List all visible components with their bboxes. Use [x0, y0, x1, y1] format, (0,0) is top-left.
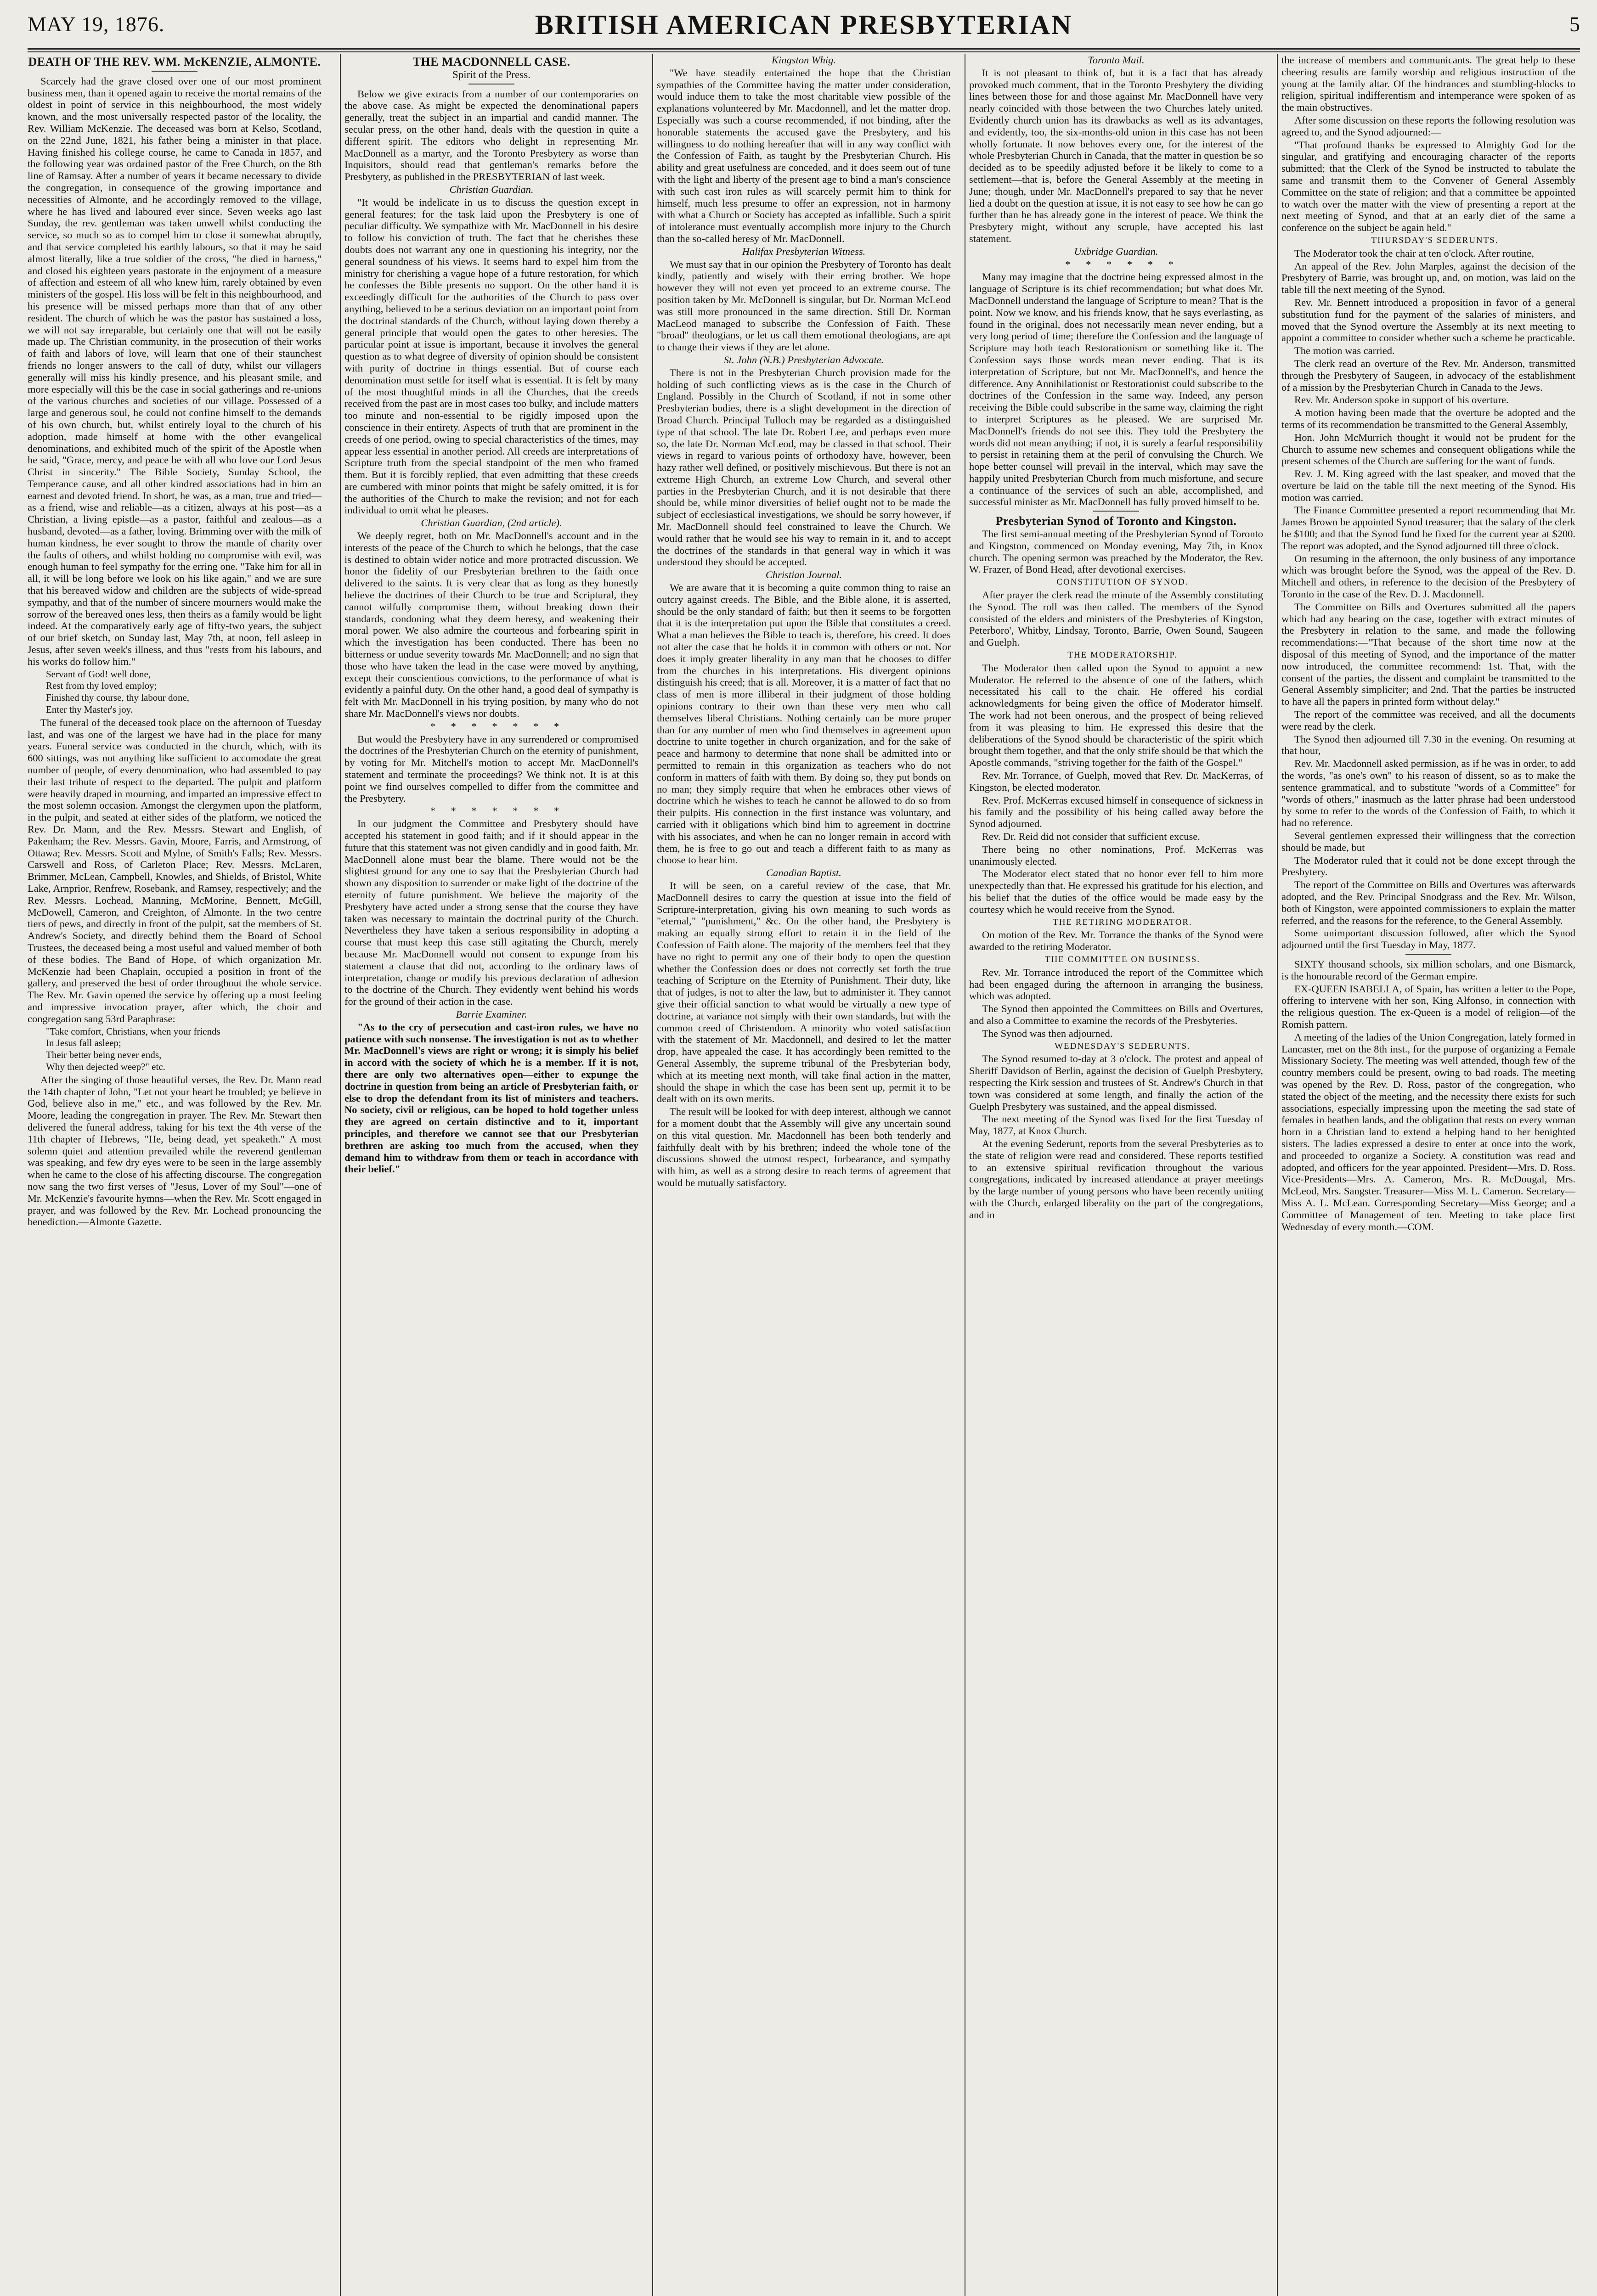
column-3: [657, 54, 951, 2296]
paragraph: We must say that in our opinion the Presbytery of Toronto has dealt kindly, patiently and wisely with their erring brother. We hope however they will not even yet proceed to an extreme course. The position taken by Mr. McDonnell is singular, but Dr. Norman McLeod was still more pronounced in the same direction. Still Dr. Norman MacLeod managed to subscribe the Confession of Faith. These "broad" theologians, or let us call them emotional theologians, are apt to change their views if they are let alone.: [657, 258, 951, 353]
source-heading: Christian Guardian, (2nd article).: [421, 517, 562, 529]
short-rule: [1405, 954, 1451, 955]
paragraph: After prayer the clerk read the minute of the Assembly constituting the Synod. The roll was then called. The members of the Synod consisted of the elders and ministers of the Presbyteries of Kingston, Peterboro', Whitby, Lindsay, Toronto, Barrie, Owen Sound, Saugeen and Guelph.: [969, 589, 1263, 648]
paragraph: There being no other nominations, Prof. McKerras was unanimously elected.: [969, 843, 1263, 867]
column-2: [344, 54, 638, 2296]
verse: Servant of God! well done, Rest from thy loved employ; Finished thy course, thy labour done, Enter thy Master's joy.: [46, 668, 190, 715]
section-label: THE RETIRING MODERATOR.: [1053, 917, 1192, 927]
paragraph: Many may imagine that the doctrine being expressed almost in the language of Scripture is its chief recommendation; but what does Mr. MacDonnell understand the language of Scripture to mean? That is the point. Now we know, and his friends know, that he says everlasting, as found in the original, does not necessarily mean never ending, but a very long period of time; therefore the Confession and the language of Scripture may both teach Restorationism or something like it. The Confession says those words mean never ending. That is its interpretation of Scripture, but not Mr. MacDonnell's, and hence the difference. Any Annihilationist or Restorationist could subscribe to the doctrines of the Confession in the same way. Indeed, any person receiving the Bible could subscribe in the same way, claiming the right to interpret Scriptures as he pleased. We are surprised Mr. MacDonnell's friends do not see this. They told the Presbytery the words did not mean anything; if not, it is surely a fearful responsibility to persist in retaining them at the peril of convulsing the Church. We hope better counsel will prevail in the interval, which may save the happily united Presbyterian Church from much misfortune, and secure a continuance of the services of such an able, accomplished, and successful minister as Mr. MacDonnell has fully proved himself to be.: [969, 271, 1263, 508]
verse: "Take comfort, Christians, when your friends In Jesus fall asleep; Their better being never ends, Why then dejected weep?" etc.: [46, 1025, 220, 1072]
page-number: 5: [1569, 12, 1580, 36]
source-heading: Barrie Examiner.: [456, 1008, 527, 1020]
paragraph: "It would be indelicate in us to discuss the question except in general features; for the task laid upon the Presbytery is one of peculiar difficulty. We sympathize with Mr. MacDonnell in his desire to follow his conviction of truth. The fact that he cherishes these doubts does not warrant any one in questioning his integrity, nor the general soundness of his views. It seems hard to expel him from the ministry for cherishing a vague hope of a future restoration, for which he confesses the Bible presents no support. On the other hand it is exceedingly difficult for the authorities of the Church to pass over anything, believed to be a serious deviation on an important point from the doctrinal standards of the Church, without laying down thereby a general principle that would open the gates to other heresies. The particular point at issue is important, because it involves the general question as to what degree of diversity of opinion should be consistent with purity of doctrine in things essential. But of course each denomination must settle for itself what is essential. It is felt by many of the most thoughtful minds in all the Churches, that the creeds received from the past are in most cases too bulky, and include matters too minute and non-essential to be rigidly imposed upon the conscience in their entirety. Aspects of truth that are prominent in the creeds of one period, owing to special characteristics of the times, may appear less essential in another period. All creeds are interpretations of Scripture truth from the special standpoint of the men who framed them. But it is forcibly replied, that even admitting that these creeds are cumbered with minor points that might be safely omitted, it is for the authorities of the Church to make the revision; and not for each individual to omit what he pleases.: [344, 196, 638, 516]
paragraph: The clerk read an overture of the Rev. Mr. Anderson, transmitted through the Presbytery of Saugeen, in advocacy of the establishment of a mission by the Presbyterian Church in Canada to the Jews.: [1281, 357, 1575, 393]
column-4: [969, 54, 1263, 2296]
paragraph: But would the Presbytery have in any surrendered or compromised the doctrines of the Presbyterian Church on the eternity of punishment, by voting for Mr. Mitchell's motion to accept Mr. MacDonnell's statement and terminate the proceedings? We think not. It is at this point we find ourselves compelled to differ from the committee and the Presbytery.: [344, 733, 638, 804]
source-heading: Toronto Mail.: [1088, 54, 1145, 66]
paragraph: We deeply regret, both on Mr. MacDonnell's account and in the interests of the peace of the Church to which he belongs, that the case is destined to obtain wider notice and more protracted discussion. We honor the fidelity of our Presbyterian brethren to the faith once delivered to the saints. It is very clear that as long as they honestly believe the doctrines of their Church to be true and Scriptural, they cannot wilfully compromise them, without breaking down their standards, condoning what they deem heresy, and weakening their moral power. We also admire the courteous and forbearing spirit in which the investigation has been conducted. There has been no bitterness or undue severity towards Mr. MacDonnell; and no sign that those who have taken the lead in the case were moved by anything, except their conscientious convictions, to the performance of what is evidently a painful duty. On the other hand, a good deal of sympathy is felt with Mr. MacDonnell in his trying position, by many who do not share Mr. MacDonnell's views nor doubts.: [344, 530, 638, 720]
short-rule: [1093, 511, 1139, 512]
paragraph: The Moderator ruled that it could not be done except through the Presbytery.: [1281, 854, 1575, 878]
section-label: WEDNESDAY'S SEDERUNTS.: [1055, 1041, 1191, 1051]
section-label: THE MODERATORSHIP.: [1067, 650, 1178, 660]
paragraph: It is not pleasant to think of, but it is a fact that has already provoked much comment, that in the Toronto Presbytery the dividing lines between those for and those against Mr. MacDonnell have very nearly coincided with those between the two Churches lately united. Evidently church union has its drawbacks as well as its advantages, and evidently, too, the six-months-old union in this case has not been wholly fortunate. It now behoves every one, for the interest of the whole Presbyterian Church in Canada, that the matter in question be so decided as to be speedily adjusted before it be likely to come to a settlement—that is, before the General Assembly at the meeting in June; though, under Mr. MacDonnell's prepared to say that he never lied a doubt on the question at issue, it is not easy to see how he can go further than he has already gone in the interest of peace. We think the Presbytery might, without any scruple, have accepted his last statement.: [969, 67, 1263, 244]
paragraph: On resuming in the afternoon, the only business of any importance which was brought before the Synod, was the appeal of the Rev. D. Mitchell and others, in reference to the decision of the Presbytery of Toronto in the case of the Rev. D. J. Macdonnell.: [1281, 552, 1575, 600]
source-heading: Christian Guardian.: [449, 183, 534, 195]
paragraph: An appeal of the Rev. John Marples, against the decision of the Presbytery of Barrie, was brought up, and, on motion, was laid on the table till the next meeting of the Synod.: [1281, 260, 1575, 296]
paragraph: Some unimportant discussion followed, after which the Synod adjourned until the first Tuesday in May, 1877.: [1281, 927, 1575, 951]
paragraph: A motion having been made that the overture be adopted and the terms of its recommendation be transmitted to the General Assembly,: [1281, 407, 1575, 430]
source-heading: Canadian Baptist.: [766, 867, 841, 879]
paragraph: The Synod was then adjourned.: [982, 1027, 1113, 1039]
paragraph: After some discussion on these reports the following resolution was agreed to, and the Synod adjourned:—: [1281, 114, 1575, 138]
paragraph: It will be seen, on a careful review of the case, that Mr. MacDonnell desires to carry the question at issue into the field of Scripture-interpretation, giving his own meaning to such words as "eternal," "punishment," &c. On the other hand, the Presbytery is making an equally strong effort to retain it in the field of the Confession of Faith alone. The majority of the members feel that they have no right to permit any one of their body to open the question whether the Confession does or does not correctly set forth the true teaching of Scripture on the Eternity of Punishment. Their duty, like that of judges, is not to alter the law, but to administer it. They cannot give their official sanction to what would be virtually a new type of doctrine, at variance not simply with their own standards, but with the common creed of Christendom. A minority who voted satisfaction with the statement of Mr. Macdonnell, and desired to let the matter drop, have appealed the case. It has accordingly been remitted to the General Assembly, the supreme tribunal of the Presbyterian body, which at its meeting next month, will take final action in the matter, should the shape in which the case has been sent up, permit it to be dealt with on its own merits.: [657, 879, 951, 1105]
paragraph: The Synod resumed to-day at 3 o'clock. The protest and appeal of Sheriff Davidson of Berlin, against the decision of Guelph Presbytery, respecting the Kirk session and trustees of St. Andrew's Church in that town was considered at some length, and finally the action of the Guelph Presbytery was sustained, and the appeal dismissed.: [969, 1053, 1263, 1112]
paragraph: The Synod then appointed the Committees on Bills and Overtures, and also a Committee to examine the records of the Presbyteries.: [969, 1003, 1263, 1026]
section-label: THURSDAY'S SEDERUNTS.: [1371, 235, 1499, 245]
paragraph: We are aware that it is becoming a quite common thing to raise an outcry against creeds. The Bible, and the Bible alone, it is asserted, should be the only standard of faith; but then it seems to be forgotten that it is the interpretation put upon the Bible that constitutes a creed. What a man believes the Bible to teach is, therefore, his creed. It does not alter the case that he holds it in common with others or not. Nor does it imply greater liberality in any man that he chooses to differ from the churches in his interpretations. His divergent opinions distinguish his creed; that is all. Moreover, it is a matter of fact that no class of men is more illiberal in their judgment of those holding opinions contrary to their own than these very men who call themselves liberal Christians. Nothing certainly can be more proper than for any number of men who find themselves in agreement upon doctrine to unite together in church organization, and for the sake of peace and harmony to determine that none shall be admitted into or permitted to remain in this organization as teachers who do not conform in matters of faith with them. By doing so, they put bonds on no man; they simply require that when he embraces other views of doctrine which he wishes to teach he cannot be allowed to do so from their pulpits. His connection in the first instance was voluntary, and carried with it obligations which bind him to agreement in doctrine with his associates, and when he can no longer remain in accord with them, he is free to go out and teach a different faith to as many as choose to hear him.: [657, 582, 951, 866]
paragraph: The Moderator then called upon the Synod to appoint a new Moderator. He referred to the absence of one of the fathers, which necessitated his call to the chair. He offered his cordial acknowledgments for being given the office of Moderator himself. The work had not been onerous, and the prospect of being relieved from it was pleasing to him. He expressed this desire that the deliberations of the Synod should be characteristic of the spirit which brought them together, and that the only strife should be that which the Apostle commands, "striving together for the faith of the Gospel.": [969, 662, 1263, 769]
paragraph: A meeting of the ladies of the Union Congregation, lately formed in Lancaster, met on the 8th inst., for the purpose of organizing a Female Missionary Society. The meeting was well attended, though few of the country members could be present, owing to bad roads. The meeting was opened by the Rev. D. Ross, pastor of the congregation, who stated the object of the meeting, and the necessity there exists for such associations, especially impressing upon the meeting the sad state of females in heathen lands, and the obligation that rests on every woman born in a Christian land to extend a helping hand to her benighted sisters. The ladies expressed a desire to enter at once into the work, and proceeded to organize a Society. A constitution was read and adopted, and officers for the year appointed. President—Mrs. D. Ross. Vice-Presidents—Mrs. A. Cameron, Mrs. R. McDougal, Mrs. McLeod, Mrs. Sangster. Treasurer—Miss M. L. Cameron. Secretary—Miss A. L. McLean. Corresponding Secretary—Miss George; and a Committee of Management of ten. Meeting to take place first Wednesday of every month.—COM.: [1281, 1031, 1575, 1232]
article-subtitle: Spirit of the Press.: [452, 68, 530, 80]
article-title-synod: Presbyterian Synod of Toronto and Kingston.: [995, 514, 1237, 528]
paragraph: The next meeting of the Synod was fixed for the first Tuesday of May, 1877, at Knox Church.: [969, 1113, 1263, 1137]
paragraph: Rev. Prof. McKerras excused himself in consequence of sickness in his family and the possibility of his being called away before the Synod adjourned.: [969, 794, 1263, 830]
paragraph: Rev. Mr. Anderson spoke in support of his overture.: [1294, 394, 1509, 406]
paragraph: Below we give extracts from a number of our contemporaries on the above case. As might be expected the denominational papers generally, treat the subject in an impartial and candid manner. The secular press, on the other hand, deals with the question in quite a different spirit. The editors who delight in representing Mr. MacDonnell as a martyr, and the Toronto Presbytery as worse than Inquisitors, should read that gentleman's remarks before the Presbytery, as published in the PRESBYTERIAN of last week.: [344, 88, 638, 183]
source-heading: Kingston Whig.: [771, 54, 836, 66]
article-title-death-of-mckenzie: DEATH OF THE REV. WM. McKENZIE, ALMONTE.: [28, 55, 321, 68]
paragraph: Rev. Mr. Macdonnell asked permission, as if he was in order, to add the words, "as one's own" to his reason of dissent, so as to make the sentence grammatical, and to substitute "words of a Committee" for "words of others," inasmuch as the latter phrase had been understood by some to refer to the words of the Confession of Faith, to which it had no reference.: [1281, 758, 1575, 829]
paragraph: Hon. John McMurrich thought it would not be prudent for the Church to assume new schemes and consequent obligations while the present schemes of the Church are suffering for the want of funds.: [1281, 431, 1575, 467]
paragraph: Rev. Mr. Torrance introduced the report of the Committee which had been engaged during the afternoon in arranging the business, which was adopted.: [969, 966, 1263, 1002]
masthead-rule: [28, 48, 1580, 50]
paragraph: EX-QUEEN ISABELLA, of Spain, has written a letter to the Pope, offering to intervene with her son, King Alfonso, in connection with the religious question. The ex-Queen is a model of religion—of the Romish pattern.: [1281, 983, 1575, 1030]
paragraph: The Moderator elect stated that no honor ever fell to him more unexpectedly than that. He expressed his gratitude for his election, and his belief that the duties of the office would be made easy by the courtesy which he would receive from the Synod.: [969, 868, 1263, 915]
paragraph: SIXTY thousand schools, six million scholars, and one Bismarck, is the honourable record of the German empire.: [1281, 958, 1575, 982]
paragraph: Rev. J. M. King agreed with the last speaker, and moved that the overture be laid on the table till the next meeting of the Synod. His motion was carried.: [1281, 468, 1575, 503]
paragraph: There is not in the Presbyterian Church provision made for the holding of such conflicting views as is the case in the Church of England. Possibly in the Church of Scotland, if not in some other Presbyterian bodies, there is a slight development in the direction of Broad Church. Principal Tulloch may be regarded as a distinguished type of that school. The late Dr. Robert Lee, and perhaps even more so, the late Dr. Norman McLeod, may be classed in that school. Their views in regard to various points of orthodoxy have, however, been hazy rather well defined, or positively mischievous. But there is not an extreme High Church, an extreme Low Church, and several other parties in the Presbyterian Church, and it is not desirable that there should be, while minor diversities of belief ought not to be made the subject of ecclesiastical investigations, we should be sorry however, if Mr. MacDonnell should feel constrained to leave the Church. We would rather that he would see his way to remain in it, and to accept the doctrines of the standards in that general way in which it was understood they should be accepted.: [657, 366, 951, 568]
paragraph: The first semi-annual meeting of the Presbyterian Synod of Toronto and Kingston, commenced on Monday evening, May 7th, in Knox church. The opening sermon was preached by the Moderator, the Rev. W. Frazer, of Bond Head, after devotional exercises.: [969, 528, 1263, 575]
paragraph: The Moderator took the chair at ten o'clock. After routine,: [1294, 247, 1534, 259]
section-break: * * * * * * *: [430, 720, 566, 732]
paragraph: The Synod then adjourned till 7.30 in the evening. On resuming at that hour,: [1281, 733, 1575, 757]
section-label: CONSTITUTION OF SYNOD.: [1056, 577, 1189, 587]
paragraph: The motion was carried.: [1294, 345, 1395, 357]
paragraph: After the singing of those beautiful verses, the Rev. Dr. Mann read the 14th chapter of John, "Let not your heart be troubled; ye believe in God, believe also in me," etc., and was followed by the Rev. Mr. Moore, leading the congregation in prayer. The Rev. Mr. Stewart then delivered the funeral address, taking for his text the 4th verse of the 11th chapter of Hebrews, "He, being dead, yet speaketh." A most solemn quiet and attention prevailed while the reverend gentleman was speaking, and few dry eyes were to be seen in the large assembly when he came to the close of his affecting discourse. The congregation now sang the two first verses of "Jesus, Lover of my Soul"—one of Mr. McKenzie's favourite hymns—when the Rev. Mr. Scott engaged in prayer, and was followed by the Rev. Mr. Lochead pronouncing the benediction.—Almonte Gazette.: [28, 1074, 322, 1228]
source-heading: Halifax Presbyterian Witness.: [742, 245, 866, 257]
newspaper-title: BRITISH AMERICAN PRESBYTERIAN: [535, 10, 1073, 40]
section-break: * * * * * * *: [430, 805, 566, 817]
source-heading: St. John (N.B.) Presbyterian Advocate.: [723, 354, 884, 366]
article-title-macdonnell-case: THE MACDONNELL CASE.: [412, 55, 570, 68]
paragraph: In our judgment the Committee and Presbytery should have accepted his statement in good faith; and if it should appear in the future that this statement was not given candidly and in good faith, Mr. MacDonnell alone must bear the blame. There would not be the slightest ground for any one to say that the Presbyterian Church had shown any disposition to surrender or make light of the doctrine of the eternity of future punishment. We believe the majority of the Presbytery have acted under a strong sense that the course they have taken was necessary to maintain the doctrinal purity of the Church. Nevertheless they have taken a serious responsibility in adopting a course that must keep this case still agitating the Church, merely because Mr. MacDonnell would not consent to expunge from his statement a clause that did not, according to the ordinary laws of interpretation, change or modify his previous declaration of adhesion to the doctrine of the Church. They evidently went behind his words for the ground of their action in the case.: [344, 818, 638, 1007]
section-label: THE COMMITTEE ON BUSINESS.: [1044, 954, 1201, 964]
paragraph: At the evening Sederunt, reports from the several Presbyteries as to the state of religion were read and considered. These reports testified to an extensive spiritual revification throughout the various congregations, indicated by increased attendance at prayer meetings by the large number of young persons who have been recently uniting with the Church, enlarged liberality on the part of the congregations, and in: [969, 1137, 1263, 1221]
source-heading: Christian Journal.: [765, 569, 842, 581]
paragraph: Rev. Dr. Reid did not consider that sufficient excuse.: [982, 831, 1200, 842]
masthead: [28, 12, 1580, 49]
masthead-rule-thin: [28, 51, 1580, 52]
paragraph: "We have steadily entertained the hope that the Christian sympathies of the Committee having the matter under consideration, would induce them to take the most charitable view possible of the explanations volunteered by Mr. Macdonnell, and let the matter drop. Especially was such a course recommended, if not binding, after the honorable statements the accused gave the Presbytery, and his willingness to do nothing hereafter that will in any way conflict with the Confession of Faith, as taught by the Presbyterian Church. His ability and great usefulness are conceded, and it does seem out of tune with the light and liberty of the present age to bind a man's conscience with such cast iron rules as will scarcely permit him to think for himself, much less presume to offer an expression, not in harmony with what a Church or Society has accepted as infallible. Such a spirit of intolerance must eventually accomplish more injury to the Church than the so-called heresy of Mr. MacDonnell.: [657, 67, 951, 244]
paragraph: The Committee on Bills and Overtures submitted all the papers which had any bearing on the case, together with extract minutes of the Presbytery in relation to the same, and made the following recommendations:—"That because of the short time now at the disposal of this meeting of Synod, and the importance of the matter now introduced, the committee recommend: 1st. That, with the consent of the parties, the dissent and complaint be transmitted to the General Assembly simpliciter; and 2nd. That the parties be instructed to have all the papers in printed form without delay.": [1281, 601, 1575, 708]
paragraph: "As to the cry of persecution and cast-iron rules, we have no patience with such nonsense. The investigation is not as to whether Mr. MacDonnell's views are right or wrong; it is simply his belief in accord with the society of which he is a member. If it is not, there are only two alternatives open—either to expunge the doctrine in question from being an article of Presbyterian faith, or else to drop the defendant from its list of ministers and teachers. No society, civil or religious, can be hoped to hold together unless they are agreed on certain distinctive and to it, important principles, and therefore we cannot see that our Presbyterian brethren are asking too much from the accused, when they demand him to withdraw from them or teach in accordance with their belief.": [344, 1021, 638, 1175]
paragraph: The result will be looked for with deep interest, although we cannot for a moment doubt that the Assembly will give any uncertain sound on this vital question. Mr. Macdonnell has been both tenderly and faithfully dealt with by his brethren; indeed the whole tone of the discussions showed the utmost respect, forbearance, and sympathy with him, as well as a strong desire to reach terms of agreement that would be mutually satisfactory.: [657, 1106, 951, 1188]
paragraph: Scarcely had the grave closed over one of our most prominent business men, than it opened again to receive the mortal remains of the oldest in point of service in this neighbourhood, the most widely known, and the most universally respected pastor of the locality, the Rev. William McKenzie. The deceased was born at Kelso, Scotland, on the 22nd June, 1821, his father being a minister in that place. Having finished his college course, he came to Canada in 1857, and the following year was ordained pastor of the Free Church, on the 8th line of Ramsay. After a number of years it became necessary to divide the congregation, in consequence of the growing importance and necessities of Almonte, and he accordingly removed to the village, where he has lived and laboured ever since. Seven weeks ago last Sunday, the rev. gentleman was taken unwell whilst conducting the service, so much so as to compel him to close it somewhat abruptly, and that service completed his earthly labours, so that it may be said almost literally, like a true soldier of the cross, "he died in harness," and closed his eighteen years pastorate in the enjoyment of a measure of affection and esteem of all who knew him, rarely obtained by even ministers of the gospel. His loss will be felt in this neighbourhood, and his presence will be missed perhaps more than that of any other resident. The church of which he was the pastor has sustained a loss, we will not say irreparable, but certainly one that will not be easily made up. The Christian community, in the prosecution of their works of faith and labors of love, will learn that one of their staunchest friends no longer answers to the call of duty, whilst our villagers generally will miss his kindly presence, and his pleasant smile, and more especially will this be the case in social gatherings and re-unions of the various churches and societies of our village. Possessed of a large and generous soul, he could not confine himself to the demands of his own church, but, whilst entirely loyal to the church of his adoption, made himself at home with the other evangelical denominations, and exhibited much of the spirit of the Apostle when he said, "Grace, mercy, and peace be with all who love our Lord Jesus Christ in sincerity." The Bible Society, Sunday School, the Temperance cause, and all other kindred associations had in him an earnest and devoted friend. In short, he was, as a man, true and tried—as a friend, wise and reliable—as a citizen, always at his post—as a Christian, a living epistle—as a pastor, faithful and zealous—as a husband, devoted—as a father, loving. Brimming over with the milk of human kindness, he ever sought to throw the mantle of charity over the faults of others, and whilst holding no compromise with evil, was enough human to feel sympathy for the erring one. "Take him for all in all, it will be long before we look on his like again," and we are sure that his bereaved widow and children are the subjects of wide-spread sympathy, and that of the number of sincere mourners would make the sorrow of the bereaved ones less, then theirs as a family would be light indeed. At the comparatively early age of fifty-two years, the subject of our brief sketch, on Sunday last, May 7th, at noon, fell asleep in Jesus, after seven week's illness, and thus "rests from his labours, and his works do follow him.": [28, 75, 322, 667]
paragraph: Several gentlemen expressed their willingness that the correction should be made, but: [1281, 830, 1575, 853]
paragraph: The Finance Committee presented a report recommending that Mr. James Brown be appointed Synod treasurer; that the salary of the clerk be $100; and that the Synod fund be fixed for the current year at $200. The report was adopted, and the Synod adjourned till three o'clock.: [1281, 504, 1575, 551]
issue-date: MAY 19, 1876.: [28, 12, 165, 36]
paragraph: Rev. Mr. Torrance, of Guelph, moved that Rev. Dr. MacKerras, of Kingston, be elected moderator.: [969, 770, 1263, 793]
column-5: [1281, 54, 1575, 2296]
columns: [28, 54, 1580, 2296]
column-1: [28, 54, 322, 2296]
paragraph: the increase of members and communicants. The great help to these cheering results are family worship and religious instruction of the young at the family altar. Of the hindrances and stumbling-blocks to religion, spiritual indifferentism and intemperance were spoken of as the main obstructives.: [1281, 54, 1575, 113]
paragraph: The report of the Committee on Bills and Overtures was afterwards adopted, and the Rev. Principal Snodgrass and the Rev. Mr. Wilson, both of Kingston, were appointed commissioners to explain the matter referred, and the reasons for the reference, to the General Assembly.: [1281, 879, 1575, 926]
paragraph: On motion of the Rev. Mr. Torrance the thanks of the Synod were awarded to the retiring Moderator.: [969, 929, 1263, 953]
paragraph: Rev. Mr. Bennett introduced a proposition in favor of a general substitution fund for the payment of the salaries of ministers, and moved that the Synod overture the Assembly at its next meeting to appoint a committee to consider whether such a scheme be practicable.: [1281, 296, 1575, 344]
paragraph: The funeral of the deceased took place on the afternoon of Tuesday last, and was one of the largest we have had in the place for many years. Funeral service was conducted in the church, which, with its 600 sittings, was not anything like sufficient to accomodate the great number of people, of every denomination, who had assembled to pay their last tribute of respect to the departed. The pulpit and platform were heavily draped in mourning, and imparted an impressive effect to the most solemn occasion. Amongst the clergymen upon the platform, in the pulpit, and seated at either sides of the platform, we noticed the Rev. Dr. Mann, and the Rev. Messrs. Stewart and English, of Pakenham; the Rev. Messrs. Gavin, Moore, Farris, and Armstrong, of Ottawa; Rev. Messrs. Scott and Mylne, of Smith's Falls; Rev. Messrs. Carswell and Ross, of Carleton Place; Rev. Messrs. McLaren, Brimmer, McLean, Campbell, Knowles, and Shields, of Bristol, White Lake, Arnprior, Renfrew, Rosebank, and Ramsey, respectively; and the Rev. Messrs. Lochead, Manning, McMorine, Bennett, McGill, McDowell, Cameron, and Creighton, of Almonte. In the two centre tiers of pews, and directly in front of the pulpit, sat the members of St. Andrew's Society, and directly behind them the Board of School Trustees, the deceased being a most useful and valued member of both of these bodies. The Band of Hope, of which organization Mr. McKenzie had been Chaplain, occupied a position in front of the gallery, and preserved the best of order throughout the whole service. The Rev. Mr. Gavin opened the service by offering up a most feeling and impressive invocation prayer, after which, the choir and congregation sang 53rd Paraphrase:: [28, 716, 322, 1024]
short-rule: [152, 71, 198, 72]
source-heading: Uxbridge Guardian.: [1074, 245, 1158, 257]
paragraph: The report of the committee was received, and all the documents were read by the clerk.: [1281, 709, 1575, 732]
section-break: * * * * * *: [1065, 258, 1180, 270]
paragraph: "That profound thanks be expressed to Almighty God for the singular, and gratifying and encouraging character of the reports submitted; that the Clerk of the Synod be instructed to tabulate the same and transmit them to the Convener of General Assembly Committee on the state of religion; and that a committee be appointed to watch over the matter with the view of presenting a report at the next meeting of Synod, and that at an early diet of the same a conference on the subject be again held.": [1281, 139, 1575, 234]
